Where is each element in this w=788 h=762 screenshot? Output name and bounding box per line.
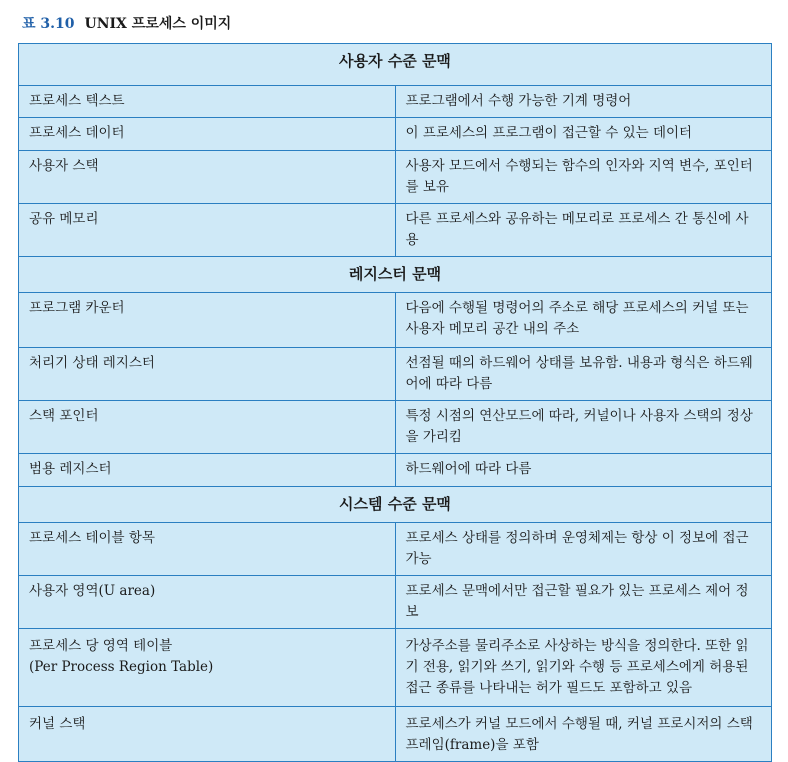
table-row (19, 293, 772, 348)
table-row (19, 151, 772, 204)
row-name: 범용 레지스터 (19, 454, 396, 487)
table-row (19, 523, 772, 576)
row-name: 공유 메모리 (19, 204, 396, 257)
table-row (19, 118, 772, 151)
row-name-cell (19, 629, 396, 707)
section-header-user-context: 사용자 수준 문맥 (19, 44, 772, 86)
table-row (19, 576, 772, 629)
row-desc: 프로그램에서 수행 가능한 기계 명령어 (395, 86, 772, 118)
section-header-row (19, 487, 772, 523)
table-row (19, 629, 772, 707)
row-name: 처리기 상태 레지스터 (19, 348, 396, 401)
row-desc: 사용자 모드에서 수행되는 함수의 인자와 지역 변수, 포인터를 보유 (395, 151, 772, 204)
section-header-row (19, 44, 772, 86)
row-desc: 프로세스 문맥에서만 접근할 필요가 있는 프로세스 제어 정보 (395, 576, 772, 629)
table-row (19, 454, 772, 487)
table-number: 표 3.10 (22, 16, 75, 32)
section-header-register-context: 레지스터 문맥 (19, 257, 772, 293)
row-desc: 이 프로세스의 프로그램이 접근할 수 있는 데이터 (395, 118, 772, 151)
row-name: 사용자 영역(U area) (19, 576, 396, 629)
row-name: 프로세스 데이터 (19, 118, 396, 151)
row-desc: 프로세스가 커널 모드에서 수행될 때, 커널 프로시저의 스택 프레임(frame)을 포함 (395, 707, 772, 762)
row-desc: 선점될 때의 하드웨어 상태를 보유함. 내용과 형식은 하드웨어에 따라 다름 (395, 348, 772, 401)
section-header-system-context: 시스템 수준 문맥 (19, 487, 772, 523)
table-row (19, 707, 772, 762)
row-name: 프로세스 텍스트 (19, 86, 396, 118)
unix-process-image-table (18, 43, 772, 762)
row-desc: 가상주소를 물리주소로 사상하는 방식을 정의한다. 또한 읽기 전용, 읽기와 쓰기, 읽기와 수행 등 프로세스에게 허용된 접근 종류를 나타내는 허가 필드도 포함하고 있음 (395, 629, 772, 707)
table-row (19, 401, 772, 454)
row-name: 스택 포인터 (19, 401, 396, 454)
row-name-english: (Per Process Region Table) (29, 659, 214, 675)
row-desc: 다른 프로세스와 공유하는 메모리로 프로세스 간 통신에 사용 (395, 204, 772, 257)
table-row (19, 348, 772, 401)
row-name: 프로세스 테이블 항목 (19, 523, 396, 576)
row-desc: 특정 시점의 연산모드에 따라, 커널이나 사용자 스택의 정상을 가리킴 (395, 401, 772, 454)
section-header-row (19, 257, 772, 293)
table-caption (22, 13, 231, 33)
row-name: 사용자 스택 (19, 151, 396, 204)
table-row (19, 86, 772, 118)
row-name: 커널 스택 (19, 707, 396, 762)
row-desc: 다음에 수행될 명령어의 주소로 해당 프로세스의 커널 또는 사용자 메모리 공간 내의 주소 (395, 293, 772, 348)
table-row (19, 204, 772, 257)
table-title: UNIX 프로세스 이미지 (84, 16, 232, 32)
row-name: 프로세스 당 영역 테이블 (29, 638, 173, 654)
row-desc: 하드웨어에 따라 다름 (395, 454, 772, 487)
row-desc: 프로세스 상태를 정의하며 운영체제는 항상 이 정보에 접근 가능 (395, 523, 772, 576)
row-name: 프로그램 카운터 (19, 293, 396, 348)
